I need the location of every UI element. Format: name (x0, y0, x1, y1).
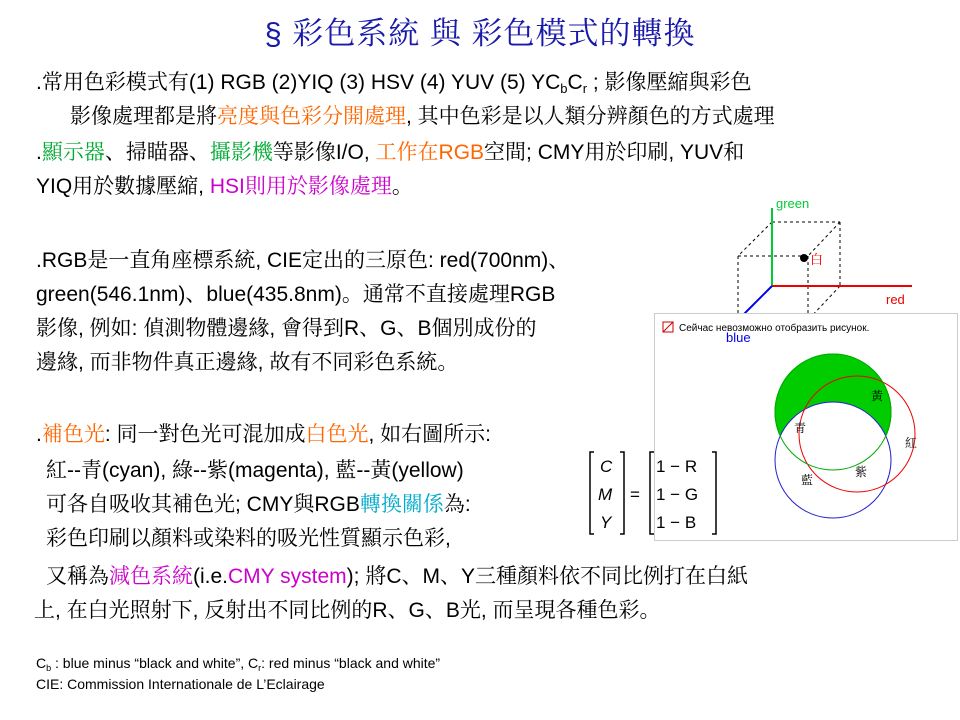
yellow-label: 黃 (871, 389, 884, 403)
placeholder-text: Сейчас невозможно отобразить рисунок. (679, 323, 870, 334)
p3-line-1 (36, 422, 491, 448)
p1-c4: 攝影機 (209, 141, 273, 164)
p1-d2: HSI則用於影像處理 (209, 175, 392, 198)
p3-c2: 轉換關係 (359, 493, 444, 516)
p2-line-1: .RGB是一直角座標系統, CIE定出的三原色: red(700nm)、 (36, 249, 570, 272)
p2-line-3: 影像, 例如: 偵測物體邊緣, 會得到R、G、B個別成份的 (36, 317, 537, 340)
p1-a1: .常用色彩模式有(1) RGB (2)YIQ (3) HSV (4) YUV (5) YC (36, 71, 561, 94)
blue-label: 藍 (801, 473, 814, 487)
footnote-cb-cr (36, 654, 440, 677)
p3-e3: (i.e. (193, 565, 229, 588)
white-label: 白 (810, 252, 824, 267)
p1-d3: 。 (391, 175, 413, 198)
p1-a2: C (567, 71, 583, 94)
p3-e2: 減色系統 (109, 565, 193, 588)
p1-line-1 (36, 70, 752, 102)
left-bracket-open (590, 452, 594, 534)
p3-line-6: 上, 在白光照射下, 反射出不同比例的R、G、B光, 而呈現各種色彩。 (34, 599, 661, 622)
p1-sub-b: b (560, 81, 568, 96)
p3-line-4: 彩色印刷以顏料或染料的吸光性質顯示色彩, (46, 527, 451, 550)
magenta-label: 紫 (855, 465, 868, 479)
p1-b2: 亮度與色彩分開處理 (217, 105, 406, 128)
p1-d1: YIQ用於數據壓縮, (36, 175, 210, 198)
p3-line-5 (46, 564, 748, 590)
p3-e4: CMY system (228, 565, 347, 588)
p1-c7: 空間; CMY用於印刷, YUV和 (484, 141, 745, 164)
fn-cb: C (36, 655, 47, 671)
p3-e5: ); 將C、M、Y三種顏料依不同比例打在白紙 (346, 565, 748, 588)
matrix-c: C (600, 457, 613, 476)
p3-a3: : 同一對色光可混加成 (104, 423, 306, 446)
fn-text-2: : red minus “black and white” (261, 655, 441, 671)
p1-line-4 (36, 174, 413, 200)
footnote-cie: CIE: Commission Internationale de L’Eclairage (36, 676, 325, 692)
p1-line-2 (70, 104, 775, 130)
white-point (800, 254, 808, 262)
matrix-m: M (598, 485, 613, 504)
fn-sub-b: b (46, 663, 52, 673)
p3-e1: 又稱為 (46, 565, 109, 588)
p1-c1: . (36, 141, 42, 164)
p1-sub-r: r (582, 81, 588, 96)
right-bracket-close (712, 452, 716, 534)
cmy-rgb-matrix (588, 450, 718, 536)
p1-line-3 (36, 140, 744, 166)
p1-c2: 顯示器 (41, 141, 105, 164)
matrix-1-r: 1 − R (656, 457, 698, 476)
p2-line-2: green(546.1nm)、blue(435.8nm)。通常不直接處理RGB (36, 283, 556, 306)
p3-a1: . (36, 423, 42, 446)
green-label: green (776, 196, 810, 211)
cyan-label: 青 (794, 421, 807, 435)
p2-line-4: 邊緣, 而非物件真正邊緣, 故有不同彩色系統。 (36, 351, 459, 374)
p3-c1: 可各自吸收其補色光; CMY與RGB (46, 493, 360, 516)
matrix-1-b: 1 − B (656, 513, 697, 532)
fn-text-1: : blue minus “black and white”, C (51, 655, 259, 671)
page-title: § 彩色系統 與 彩色模式的轉換 (264, 16, 696, 51)
p3-a4: 白色光 (305, 423, 369, 446)
p3-line-2: 紅--青(cyan), 綠--紫(magenta), 藍--黃(yellow) (46, 459, 464, 482)
matrix-equals: = (630, 485, 640, 504)
broken-image-icon-slash (663, 322, 673, 332)
p1-a3: ; 影像壓縮與彩色 (587, 71, 752, 94)
p1-b3: , 其中色彩是以人類分辨顏色的方式處理 (406, 105, 775, 128)
right-bracket-open (650, 452, 654, 534)
p3-line-3 (46, 492, 471, 518)
p3-a2: 補色光 (41, 423, 105, 446)
blue-circle (775, 402, 891, 518)
left-bracket-close (620, 452, 624, 534)
p1-c6: 工作在RGB (375, 141, 485, 164)
p3-a5: , 如右圖所示: (368, 423, 492, 446)
blue-axis-label: blue (726, 330, 751, 345)
fn-sub-r: r (258, 663, 262, 673)
matrix-y: Y (600, 513, 612, 532)
p1-b1: 影像處理都是將 (70, 105, 217, 128)
p1-c5: 等影像I/O, (272, 141, 376, 164)
p3-c3: 為: (443, 493, 471, 516)
red-label: 紅 (905, 436, 918, 450)
red-label: red (886, 292, 905, 307)
p1-c3: 、掃瞄器、 (104, 141, 210, 164)
matrix-1-g: 1 − G (656, 485, 699, 504)
